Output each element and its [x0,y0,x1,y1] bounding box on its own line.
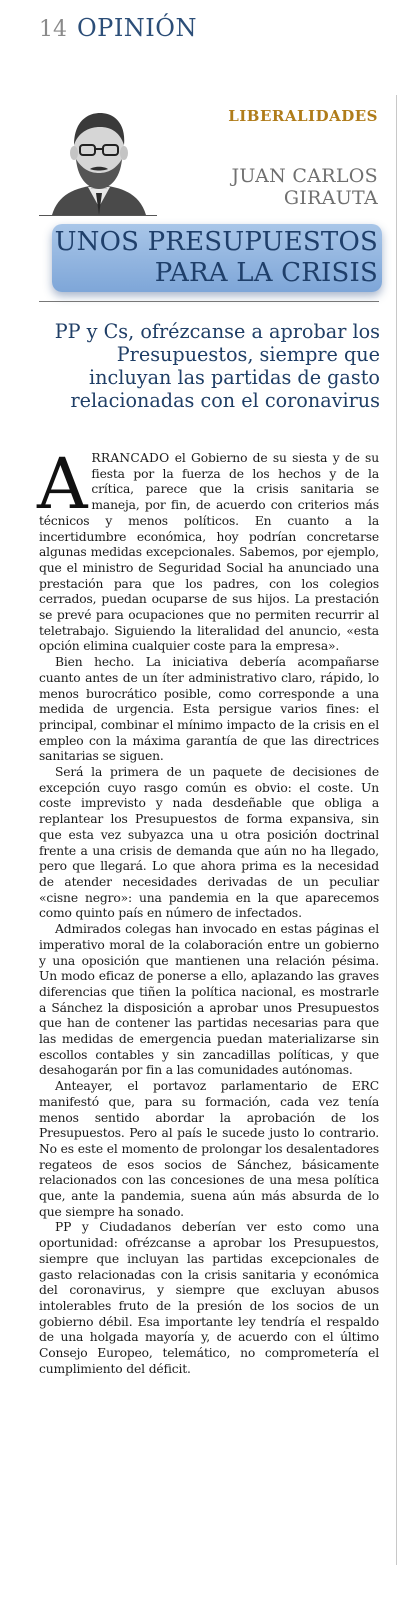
paragraph-3: Será la primera de un paquete de decisiones de excepción cuyo rasgo común es obvio: el coste. Un coste imprevisto y nada desdeñable que obliga a replantear los Presupuestos de forma expansiva, sin que esta vez subyazca una u otra posición doctrinal frente a una crisis de demanda que aún no ha llegado, pero que llegará. Lo que ahora prima es la necesidad de atender necesidades derivadas de un peculiar «cisne negro»: una pandemia en la que aparecemos como quinto país en número de infectados. [39,765,379,921]
article-title [52,227,378,289]
paragraph-1 [37,443,379,655]
paragraph-2: Bien hecho. La iniciativa debería acompañarse cuanto antes de un íter administrativo claro, rápido, lo menos burocrático posible, como corresponde a una medida de urgencia. Esta persigue varios fines: el principal, combinar el mínimo impacto de la crisis en el empleo con la máxima garantía de que las directrices sanitarias se siguen. [39,655,379,764]
paragraph-5: Anteayer, el portavoz parlamentario de ERC manifestó que, para su formación, cada vez tenía menos sentido abordar la aprobación de los Presupuestos. Pero al país le sucede justo lo contrario. No es este el momento de prolongar los desalentadores regateos de esos socios de Sánchez, básicamente relacionados con las concesiones de una mesa política que, ante la pandemia, suena aún más absurda de lo que siempre ha sonado. [39,1079,379,1219]
article-title-line2: PARA LA CRISIS [154,258,378,288]
author-name-line1: JUAN CARLOS [231,165,378,187]
section-title: OPINIÓN [77,14,197,42]
page-number: 14 [39,17,67,42]
paragraph-4: Admirados colegas han invocado en estas páginas el imperativo moral de la colaboración entre un gobierno y una oposición que mantienen una relación pésima. Un modo eficaz de ponerse a ello, aplazando las graves diferencias que tiñen la política nacional, es mostrarle a Sánchez la disposición a aprobar unos Presupuestos que han de contener las partidas necesarias para que las medidas de emergencia puedan materializarse sin escollos contables y sin zancadillas políticas, y que desahogarán por fin a las comunidades autónomas. [39,922,379,1078]
column-name: LIBERALIDADES [228,107,378,125]
article-title-line1: UNOS PRESUPUESTOS [54,227,378,257]
article-body [37,443,379,1377]
paragraph-1-text: el Gobierno de su siesta y de su fiesta por la fuerza de los hechos y de la crítica, parece que la crisis sanitaria se maneja, por fin, de acuerdo con criterios más técnicos y menos políticos. En cuanto a la incertidumbre económica, hoy podrían concretarse algunas medidas excepcionales. Sabemos, por ejemplo, que el ministro de Seguridad Social ha anunciado una prestación para que los padres, con los colegios cerrados, puedan ocuparse de sus hijos. La prestación se prevé para ocupaciones que no permiten recurrir al teletrabajo. Siguiendo la literalidad del anuncio, «esta opción elimina cualquier coste para la empresa». [39,451,379,654]
drop-cap: A [37,443,88,525]
author-name [231,165,378,209]
paragraph-6: PP y Ciudadanos deberían ver esto como una oportunidad: ofrézcanse a aprobar los Presupuestos, siempre que incluyan las partidas excepcionales de gasto relacionadas con la crisis sanitaria y económica del coronavirus, y siempre que excluyan abusos intolerables fruto de la presión de los socios de un gobierno débil. Esa importante ley tendría el respaldo de una holgada mayoría y, de acuerdo con el último Consejo Europeo, telemático, no comprometería el cumplimiento del déficit. [39,1220,379,1376]
lead-caps: RRANCADO [91,451,170,465]
page-header [39,14,197,44]
author-portrait [44,103,154,215]
title-rule [39,301,379,302]
portrait-rule [39,215,157,216]
author-name-line2: GIRAUTA [283,187,378,209]
column-divider [396,95,397,1565]
article-subtitle: PP y Cs, ofrézcanse a aprobar los Presupuestos, siempre que incluyan las partidas de gasto relacionadas con el coronavirus [54,320,380,412]
